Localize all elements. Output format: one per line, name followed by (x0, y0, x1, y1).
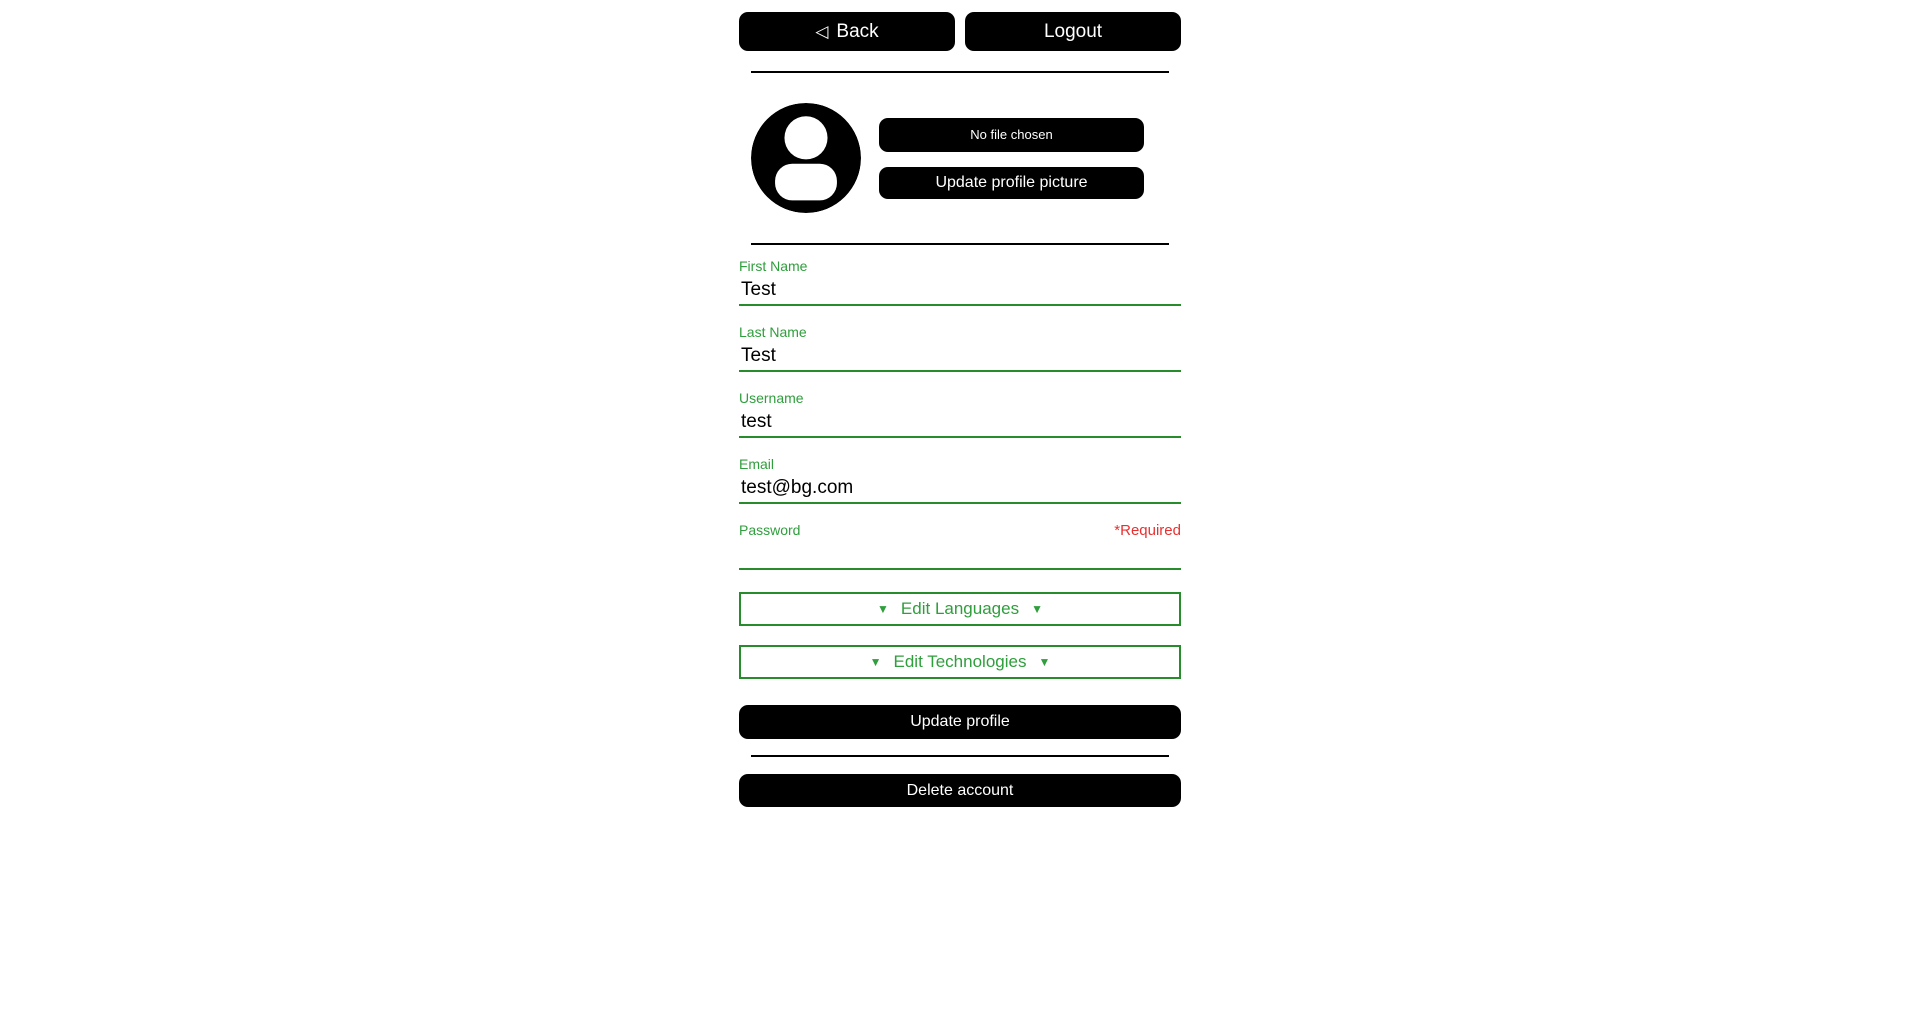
logout-button[interactable] (965, 12, 1181, 51)
update-picture-button-label: Update profile picture (935, 173, 1088, 191)
delete-account-button-label: Delete account (906, 781, 1014, 799)
edit-technologies-label: Edit Technologies (893, 652, 1027, 671)
field-email (739, 456, 1181, 504)
logout-button-label: Logout (1043, 20, 1103, 42)
chevron-down-icon: ▼ (877, 602, 889, 616)
last-name-input[interactable]: Test (739, 341, 1181, 372)
update-picture-button[interactable] (879, 167, 1144, 199)
delete-account-button[interactable] (739, 774, 1181, 807)
separator-top (751, 71, 1169, 73)
profile-form (739, 258, 1181, 739)
password-required-note: *Required (1114, 522, 1181, 539)
back-button-label: Back (836, 20, 879, 42)
profile-page (739, 0, 1181, 807)
file-input[interactable] (879, 118, 1144, 152)
separator-bottom (751, 755, 1169, 757)
email-label: Email (739, 456, 775, 472)
email-input[interactable]: test@bg.com (739, 473, 1181, 504)
first-name-input[interactable]: Test (739, 275, 1181, 306)
chevron-down-icon: ▼ (1038, 655, 1051, 669)
top-bar (739, 12, 1181, 51)
update-profile-button-label: Update profile (910, 713, 1010, 730)
field-password (739, 522, 1181, 570)
chevron-down-icon: ▼ (1031, 602, 1043, 616)
username-input[interactable]: test (739, 407, 1181, 438)
chevron-down-icon: ▼ (869, 655, 882, 669)
username-label: Username (739, 390, 804, 406)
password-label: Password (739, 522, 801, 538)
edit-technologies-button[interactable] (739, 645, 1181, 679)
back-triangle-icon: ◁ (815, 21, 829, 41)
edit-languages-button[interactable] (739, 592, 1181, 626)
avatar (751, 103, 861, 213)
file-input-status: No file chosen (970, 127, 1053, 142)
user-avatar-icon (751, 103, 861, 213)
last-name-label: Last Name (739, 324, 807, 340)
picture-actions (879, 118, 1144, 199)
password-input[interactable] (739, 539, 1181, 570)
update-profile-button[interactable] (739, 705, 1181, 739)
separator-picture (751, 243, 1169, 245)
field-first-name (739, 258, 1181, 306)
profile-picture-section (739, 103, 1181, 213)
field-username (739, 390, 1181, 438)
first-name-label: First Name (739, 258, 808, 274)
back-button[interactable] (739, 12, 955, 51)
edit-languages-label: Edit Languages (900, 599, 1020, 618)
field-last-name (739, 324, 1181, 372)
